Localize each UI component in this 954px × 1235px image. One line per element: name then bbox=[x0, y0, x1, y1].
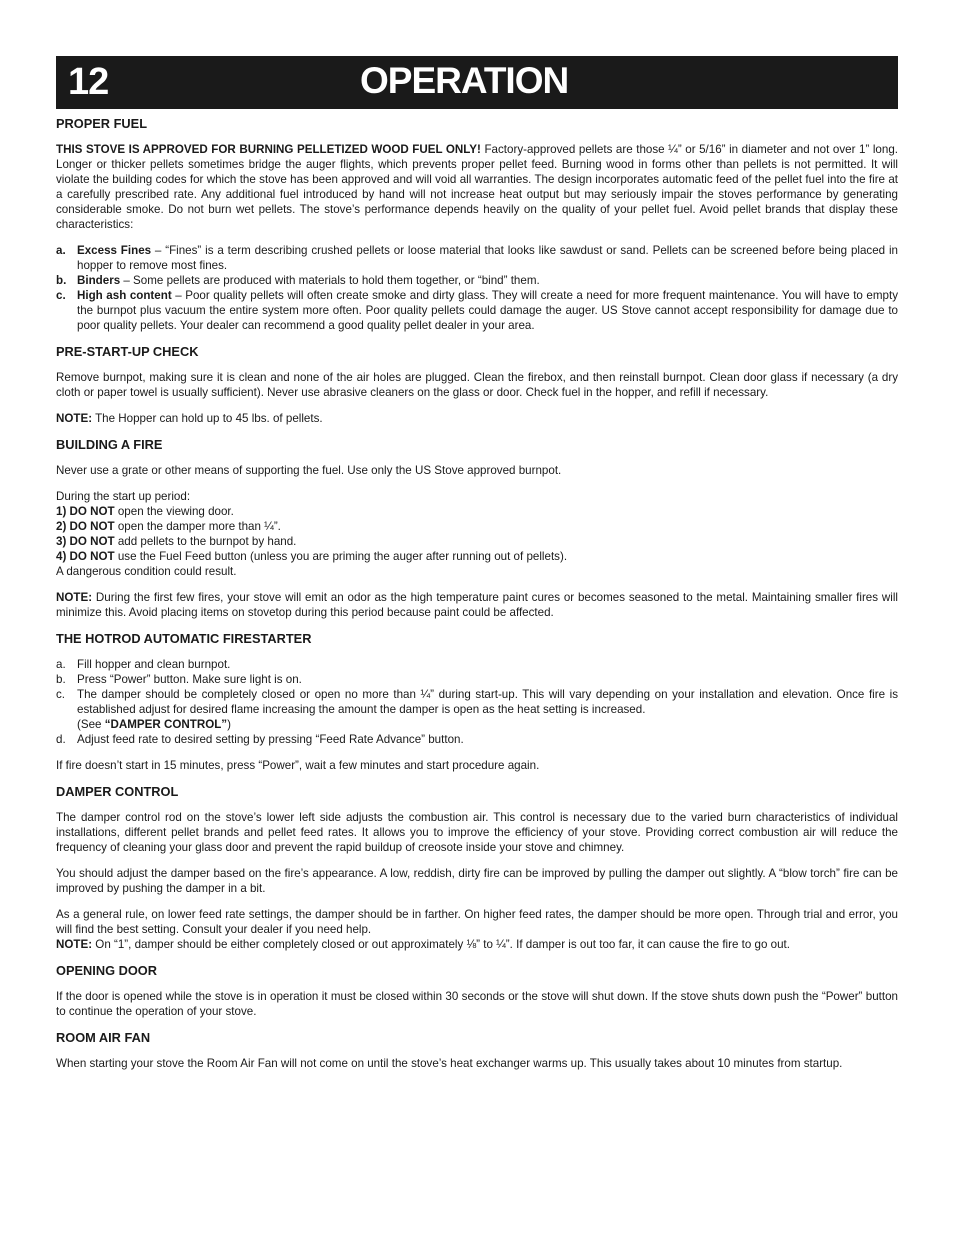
approval-statement: THIS STOVE IS APPROVED FOR BURNING PELLETIZED WOOD FUEL ONLY! bbox=[56, 143, 481, 156]
page-number: 12 bbox=[68, 61, 109, 103]
section-heading: THE HOTROD AUTOMATIC FIRESTARTER bbox=[56, 631, 312, 646]
step-text: open the viewing door. bbox=[114, 505, 234, 518]
pre-start-body: Remove burnpot, making sure it is clean and none of the air holes are plugged. Clean the firebox, and then reinstall burnpot. Clean door glass if necessary (a dry cloth or paper towel is usually sufficient). Never use abrasive cleaners on the glass or door. Check fuel in the hopper, and refill if necessary. bbox=[56, 371, 898, 399]
section-heading: BUILDING A FIRE bbox=[56, 437, 163, 452]
list-text: Adjust feed rate to desired setting by pressing “Feed Rate Advance” button. bbox=[77, 733, 464, 746]
list-text: – Poor quality pellets will often create smoke and dirty glass. They will create a need for more frequent maintenance. You will have to empty the burnpot plus vacuum the entire system more often. Poor quality pellets could damage the auger. US Stove cannot accept responsibility for damage due to poor quality pellets. Your dealer can recommend a good quality pellet dealer in your area. bbox=[77, 289, 898, 332]
list-item bbox=[56, 657, 898, 672]
intro-text: Factory-approved pellets are those ¼” or 5/16” in diameter and not over 1” long. Longer or thicker pellets sometimes bridge the auger flights, which prevents proper pellet feed. Burning wood in forms other than pellets is not permitted. It will violate the building codes for which the stove has been approved and will void all warranties. The design incorporates automatic feed of the pellet fuel into the fire at a carefully prescribed rate. Any additional fuel introduced by hand will not increase heat output but may seriously impair the stoves performance by generating considerable smoke. Do not burn wet pellets. The stove’s performance depends heavily on the quality of your pellet fuel. Avoid pellet brands that display these characteristics: bbox=[56, 143, 898, 231]
list-marker: b. bbox=[56, 274, 67, 287]
note-text: On “1”, damper should be either completely closed or out approximately ⅛” to ¼”. If damper is out too far, it can cause the fire to go out. bbox=[92, 938, 790, 951]
list-text: – “Fines” is a term describing crushed pellets or loose material that looks like sawdust or sand. Pellets can be screened before being placed in hopper to remove most fines. bbox=[77, 244, 898, 272]
startup-steps bbox=[56, 489, 898, 579]
list-marker: a. bbox=[56, 658, 66, 671]
step-text: use the Fuel Feed button (unless you are priming the auger after running out of pellets). bbox=[114, 550, 568, 563]
damper-paragraph: You should adjust the damper based on the fire’s appearance. A low, reddish, dirty fire can be improved by pulling the damper out slightly. A “blow torch” fire can be improved by pushing the damper in a bit. bbox=[56, 867, 898, 895]
list-text: Fill hopper and clean burnpot. bbox=[77, 658, 231, 671]
section-heading: OPENING DOOR bbox=[56, 963, 157, 978]
note-label: NOTE: bbox=[56, 938, 93, 951]
list-term: Binders bbox=[77, 274, 121, 287]
startup-step bbox=[56, 519, 898, 534]
section-heading: PROPER FUEL bbox=[56, 116, 148, 131]
room-fan-body: When starting your stove the Room Air Fan will not come on until the stove’s heat exchanger warms up. This usually takes about 10 minutes from startup. bbox=[56, 1057, 843, 1070]
section-heading: ROOM AIR FAN bbox=[56, 1030, 151, 1045]
section-opening-door bbox=[56, 963, 898, 1019]
building-fire-body: Never use a grate or other means of supporting the fuel. Use only the US Stove approved burnpot. bbox=[56, 464, 562, 477]
see-suffix: ) bbox=[227, 718, 231, 731]
note-label: NOTE: bbox=[56, 591, 93, 604]
note-label: NOTE: bbox=[56, 412, 93, 425]
see-prefix: (See bbox=[77, 718, 105, 731]
startup-step bbox=[56, 534, 898, 549]
note-text: During the first few fires, your stove will emit an odor as the high temperature paint cures or becomes seasoned to the metal. Maintaining smaller fires will minimize this. Avoid placing items on stovetop during this period because paint could be affected. bbox=[56, 591, 898, 619]
first-fires-note bbox=[56, 590, 898, 620]
startup-intro: During the start up period: bbox=[56, 490, 191, 503]
list-item bbox=[56, 273, 898, 288]
step-text: add pellets to the burnpot by hand. bbox=[114, 535, 297, 548]
list-marker: c. bbox=[56, 289, 66, 302]
startup-step bbox=[56, 549, 898, 564]
manual-page bbox=[56, 56, 898, 1082]
step-label: 2) DO NOT bbox=[56, 520, 115, 533]
step-label: 4) DO NOT bbox=[56, 550, 115, 563]
section-heading: PRE-START-UP CHECK bbox=[56, 344, 199, 359]
list-marker: b. bbox=[56, 673, 66, 686]
header-bar bbox=[56, 56, 898, 109]
content bbox=[56, 116, 898, 1071]
list-item bbox=[56, 687, 898, 732]
section-pre-start-check bbox=[56, 344, 898, 426]
list-term: Excess Fines bbox=[77, 244, 152, 257]
step-text: open the damper more than ¼”. bbox=[114, 520, 281, 533]
damper-control-reference: “DAMPER CONTROL” bbox=[104, 718, 228, 731]
list-item bbox=[56, 732, 898, 747]
damper-paragraph bbox=[56, 907, 898, 952]
list-item bbox=[56, 243, 898, 273]
section-proper-fuel bbox=[56, 116, 898, 333]
warning-text: A dangerous condition could result. bbox=[56, 565, 237, 578]
page-title: OPERATION bbox=[360, 60, 569, 101]
list-marker: a. bbox=[56, 244, 66, 257]
list-text: The damper should be completely closed or open no more than ¼” during start-up. This will vary depending on your installation and elevation. Once fire is established adjust for desired flame increasing the amount the damper is open as the heat setting is increased. bbox=[77, 688, 898, 716]
list-marker: d. bbox=[56, 733, 66, 746]
section-firestarter bbox=[56, 631, 898, 773]
hopper-note bbox=[56, 411, 898, 426]
note-text: The Hopper can hold up to 45 lbs. of pellets. bbox=[92, 412, 323, 425]
damper-paragraph: The damper control rod on the stove’s lower left side adjusts the combustion air. This control is necessary due to the varied burn characteristics of individual installations, different pellet brands and pellet feed rates. It allows you to improve the efficiency of your stove. Providing correct combustion air will reduce the frequency of cleaning your glass door and prevent the rapid buildup of creosote inside your stove and chimney. bbox=[56, 811, 898, 854]
section-building-fire bbox=[56, 437, 898, 620]
step-label: 1) DO NOT bbox=[56, 505, 115, 518]
step-label: 3) DO NOT bbox=[56, 535, 115, 548]
damper-rule-text: As a general rule, on lower feed rate settings, the damper should be in farther. On higher feed rates, the damper should be more open. Through trial and error, you will find the best setting. Consult your dealer if you need help. bbox=[56, 908, 898, 936]
firestarter-retry: If fire doesn’t start in 15 minutes, press “Power”, wait a few minutes and start procedure again. bbox=[56, 759, 540, 772]
pellet-characteristics-list bbox=[56, 243, 898, 333]
list-marker: c. bbox=[56, 688, 66, 701]
startup-step bbox=[56, 504, 898, 519]
section-damper-control bbox=[56, 784, 898, 952]
section-heading: DAMPER CONTROL bbox=[56, 784, 179, 799]
section-room-air-fan bbox=[56, 1030, 898, 1071]
list-text: Press “Power” button. Make sure light is on. bbox=[77, 673, 302, 686]
list-item bbox=[56, 288, 898, 333]
firestarter-steps bbox=[56, 657, 898, 747]
opening-door-body: If the door is opened while the stove is in operation it must be closed within 30 seconds or the stove will shut down. If the stove shuts down push the “Power” button to continue the operation of your stove. bbox=[56, 990, 898, 1018]
proper-fuel-intro bbox=[56, 142, 898, 232]
list-term: High ash content bbox=[77, 289, 172, 302]
list-item bbox=[56, 672, 898, 687]
list-text: – Some pellets are produced with materials to hold them together, or “bind” them. bbox=[120, 274, 540, 287]
